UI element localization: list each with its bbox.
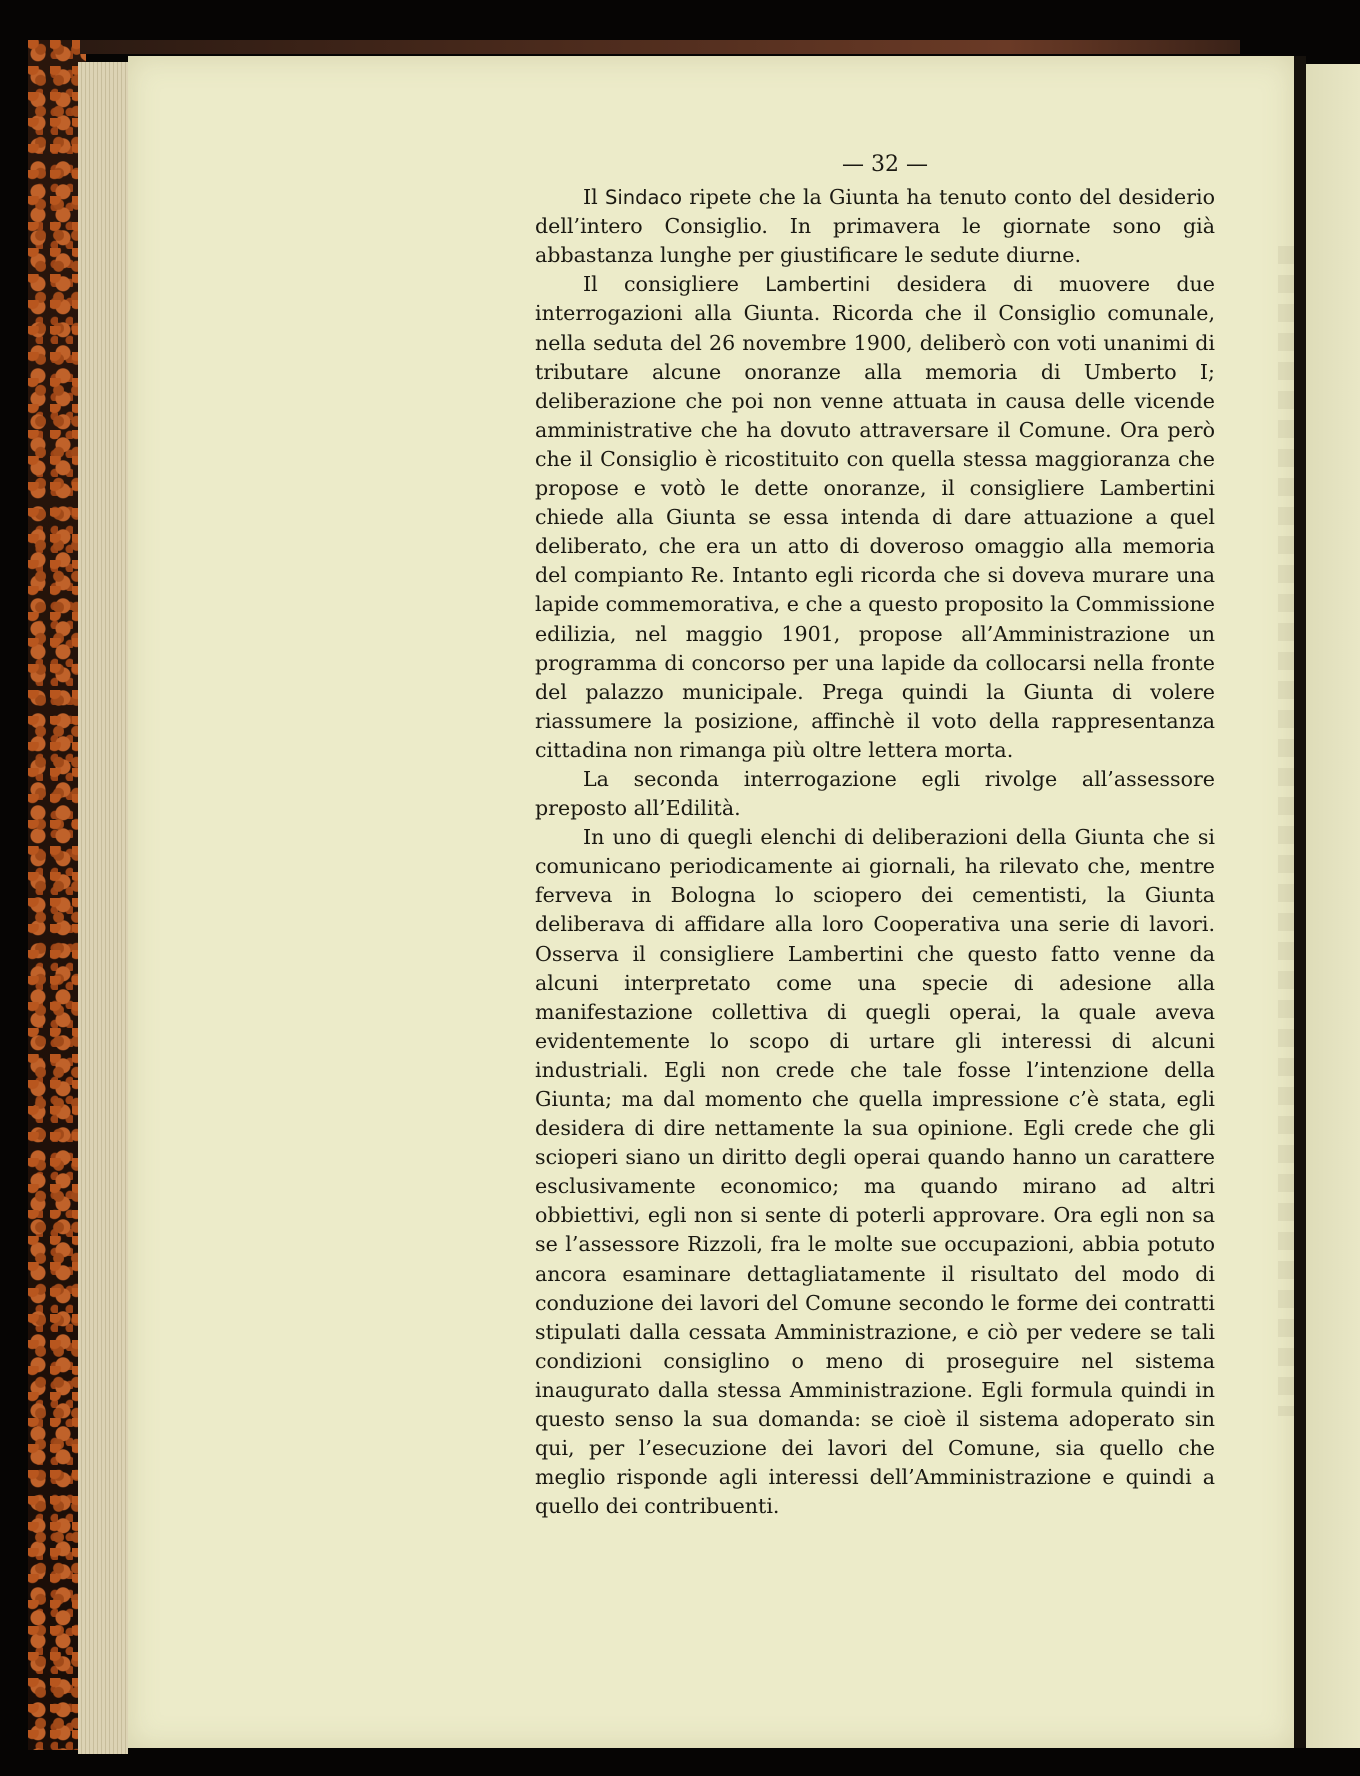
paragraph-prefix: Il (583, 185, 605, 210)
paragraph-cooperativa: In uno di quegli elenchi di deliberazioni della Giunta che si comunicano periodicamente ai giornali, ha rilevato che, mentre ferveva in Bologna lo sciopero dei cementisti, la Giunta deliberava di affidare alla loro Cooperativa una serie di lavori. Osserva il consigliere Lambertini che questo fatto venne da alcuni interpretato come una specie di adesione alla manifestazione collettiva di quegli operai, la quale aveva evidentemente lo scopo di urtare gli interessi di alcuni industriali. Egli non crede che tale fosse l’intenzione della Giunta; ma dal momento che quella impressione c’è stata, egli desidera di dire nettamente la sua opinione. Egli crede che gli scioperi siano un diritto degli operai quando hanno un carattere esclusivamente economico; ma quando mirano ad altri obbiettivi, egli non si sente di poterli approvare. Ora egli non sa se l’assessore Rizzoli, fra le molte sue occupazioni, abbia potuto ancora esaminare dettagliatamente il risultato del modo di conduzione dei lavori del Comune secondo le forme dei contratti stipulati dalla cessata Amministrazione, e ciò per vedere se tali condizioni consiglino o meno di proseguire nel sistema inaugurato dalla stessa Amministrazione. Egli formula quindi in questo senso la sua domanda: se cioè il sistema adoperato sin qui, per l’esecuzione dei lavori del Comune, sia quello che meglio risponde agli interessi dell’Amministrazione e quindi a quello dei contribuenti. (535, 825, 1215, 1519)
speaker-name: Sindaco (604, 186, 683, 210)
page-content (535, 150, 1215, 1521)
paragraph-prefix: Il consigliere (583, 272, 766, 297)
paragraph-lambertini (535, 270, 1215, 765)
paragraph-second-interrogation: La seconda interrogazione egli rivolge all’assessore preposto all’Edilità. (535, 766, 1215, 821)
paragraph-text: ripete che la Giunta ha tenuto conto del desiderio dell’intero Consiglio. In primavera le giornate sono già abbastanza lunghe per giustificare le sedute diurne. (535, 185, 1215, 268)
page-number: — 32 — (842, 152, 928, 177)
speaker-name: Lambertini (765, 273, 871, 297)
paragraph-sindaco (535, 183, 1215, 270)
facing-page-edge (1306, 64, 1360, 1748)
gutter-shadow (1294, 56, 1306, 1748)
cover-top-edge (80, 40, 1240, 54)
paragraph-text: desidera di muovere due interrogazioni alla Giunta. Ricorda che il Consiglio comunale, nella seduta del 26 novembre 1900, deliberò con voti unanimi di tributare alcune onoranze alla memoria di Umberto I; deliberazione che poi non venne attuata in causa delle vicende amministrative che ha dovuto attraversare il Comune. Ora però che il Consiglio è ricostituito con quella stessa maggioranza che propose e votò le dette onoranze, il consigliere Lambertini chiede alla Giunta se essa intenda di dare attuazione a quel deliberato, che era un atto di doveroso omaggio alla memoria del compianto Re. Intanto egli ricorda che si doveva murare una lapide commemorativa, e che a questo proposito la Commissione edilizia, nel maggio 1901, propose all’Amministrazione un programma di concorso per una lapide da collocarsi nella fronte del palazzo municipale. Prega quindi la Giunta di volere riassumere la posizione, affinchè il voto della rappresentanza cittadina non rimanga più oltre lettera morta. (535, 272, 1215, 762)
page-stack-edge (78, 62, 128, 1754)
